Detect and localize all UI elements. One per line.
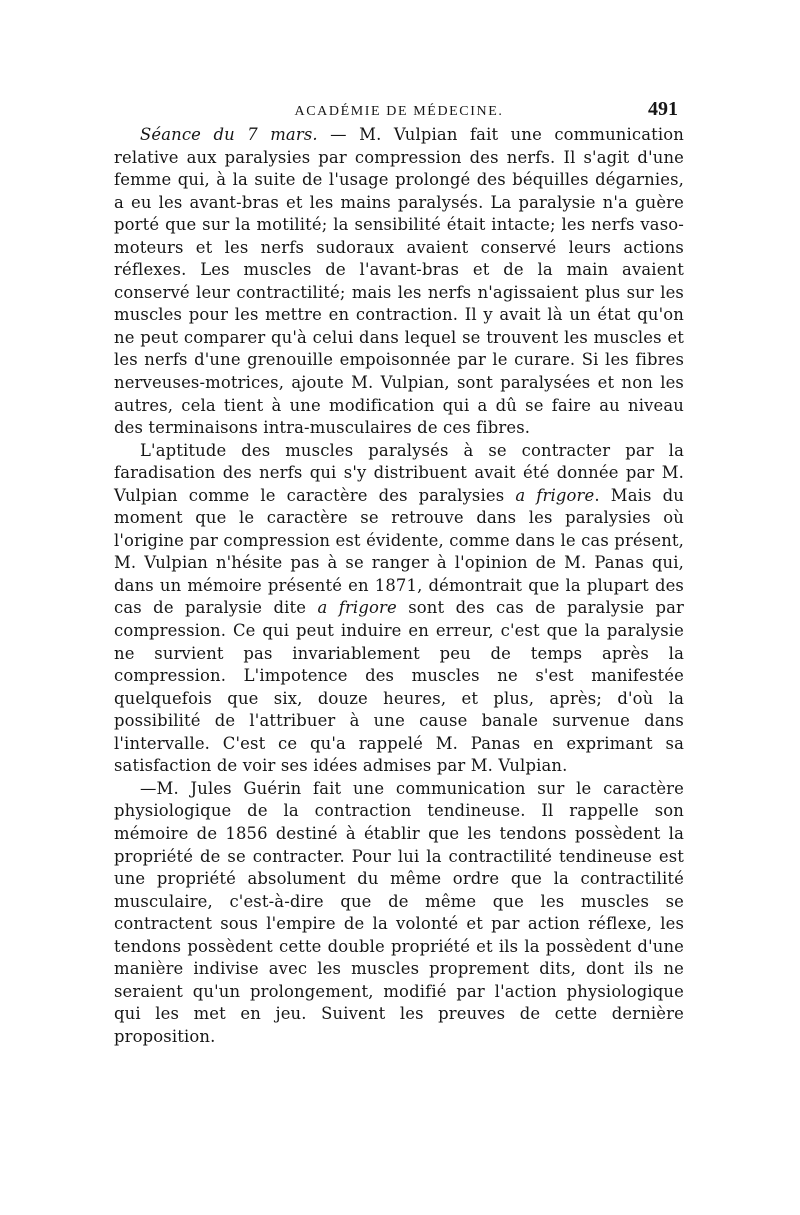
paragraph-faradisation-part2: . Mais du moment que le caractère se retrouve dans les paralysies où l'origine par compression est évidente, comme dans le cas présent, M. Vulpian n'hésite pas à se ranger à l'opinion de M. Panas qui, dans un mémoire présenté en 1871, démontrait que la plupart des cas de paralysie dite	[114, 485, 684, 618]
paragraph-faradisation-part1: L'aptitude des muscles paralysés à se contracter par la faradisation des nerfs qui s'y distribuent avait été donnée par M. Vulpian comme le caractère des paralysies	[114, 440, 684, 505]
paragraph-faradisation	[114, 440, 684, 778]
paragraph-vulpian	[114, 124, 684, 440]
italic-term-a-frigore: a frigore	[515, 485, 595, 505]
book-page	[114, 98, 684, 1048]
paragraph-vulpian-text: — M. Vulpian fait une communication relative aux paralysies par compression des nerfs. Il s'agit d'une femme qui, à la suite de l'usage prolongé des béquilles dégarnies, a eu les avant-bras et les mains paralysés. La paralysie n'a guère porté que sur la motilité; la sensibilité était intacte; les nerfs vaso-moteurs et les nerfs sudoraux avaient conservé leurs actions réflexes. Les muscles de l'avant-bras et de la main avaient conservé leur contractilité; mais les nerfs n'agissaient plus sur les muscles pour les mettre en contraction. Il y avait là un état qu'on ne peut comparer qu'à celui dans lequel se trouvent les muscles et les nerfs d'une grenouille empoisonnée par le curare. Si les fibres nerveuses-motrices, ajoute M. Vulpian, sont paralysées et non les autres, cela tient à une modification qui a dû se faire au niveau des terminaisons intra-musculaires de ces fibres.	[114, 125, 684, 438]
paragraph-guerin: —M. Jules Guérin fait une communication sur le caractère physiologique de la contraction tendineuse. Il rappelle son mémoire de 1856 destiné à établir que les tendons possèdent la propriété de se contracter. Pour lui la contractilité tendineuse est une propriété absolument du même ordre que la contractilité musculaire, c'est-à-dire que de même que les muscles se contractent sous l'empire de la volonté et par action réflexe, les tendons possèdent cette double propriété et ils la possèdent d'une manière indivise avec les muscles proprement dits, dont ils ne seraient qu'un prolongement, modifié par l'action physiologique qui les met en jeu. Suivent les preuves de cette dernière proposition.	[114, 778, 684, 1046]
running-title: ACADÉMIE DE MÉDECINE.	[294, 104, 504, 119]
paragraph-faradisation-part3: sont des cas de paralysie par compression. Ce qui peut induire en erreur, c'est que la paralysie ne survient pas invariablement peu de temps après la compression. L'impotence des muscles ne s'est manifestée quelquefois que six, douze heures, et plus, après; d'où la possibilité de l'attribuer à une cause banale survenue dans l'intervalle. C'est ce qu'a rappelé M. Panas en exprimant sa satisfaction de voir ses idées admises par M. Vulpian.	[114, 598, 684, 776]
running-head	[114, 98, 684, 124]
session-date: Séance du 7 mars.	[140, 125, 318, 144]
page-number: 491	[648, 98, 678, 120]
italic-term-a-frigore: a frigore	[317, 598, 397, 618]
